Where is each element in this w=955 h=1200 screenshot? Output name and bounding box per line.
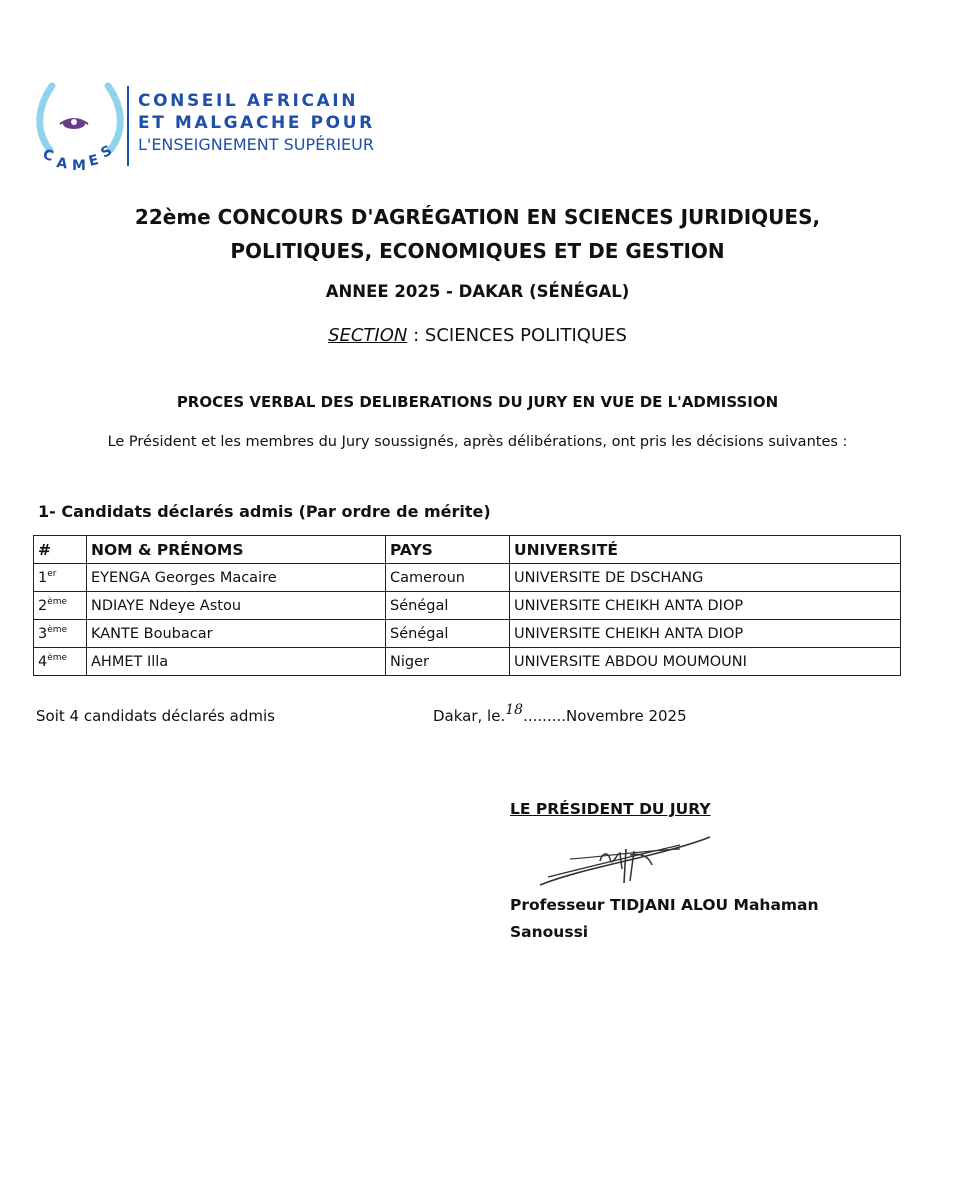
admitted-subtitle: 1- Candidats déclarés admis (Par ordre de mérite) xyxy=(38,502,491,521)
section-separator: : xyxy=(407,325,425,346)
title-line-1: 22ème CONCOURS D'AGRÉGATION EN SCIENCES JURIDIQUES, xyxy=(134,205,821,229)
country-cell: Sénégal xyxy=(386,592,510,620)
cames-logo xyxy=(30,78,130,180)
header-name: NOM & PRÉNOMS xyxy=(87,536,386,564)
name-cell: AHMET Illa xyxy=(87,648,386,676)
date-suffix: Novembre 2025 xyxy=(566,707,687,725)
rank-cell xyxy=(34,592,87,620)
university-cell: UNIVERSITE CHEIKH ANTA DIOP xyxy=(510,592,901,620)
pv-title: PROCES VERBAL DES DELIBERATIONS DU JURY EN VUE DE L'ADMISSION xyxy=(176,393,779,411)
header-university: UNIVERSITÉ xyxy=(510,536,901,564)
header-rank: # xyxy=(34,536,87,564)
svg-text:E: E xyxy=(87,152,101,170)
table-header-row xyxy=(34,536,901,564)
header-country: PAYS xyxy=(386,536,510,564)
rank-suffix: ème xyxy=(47,625,68,636)
name-cell: KANTE Boubacar xyxy=(87,620,386,648)
section-value: SCIENCES POLITIQUES xyxy=(424,325,627,346)
university-cell: UNIVERSITE ABDOU MOUMOUNI xyxy=(510,648,901,676)
org-line-3: L'ENSEIGNEMENT SUPÉRIEUR xyxy=(138,135,374,154)
country-cell: Niger xyxy=(386,648,510,676)
rank-cell xyxy=(34,620,87,648)
signature xyxy=(530,825,730,895)
rank-number: 1 xyxy=(38,569,48,586)
university-cell: UNIVERSITE DE DSCHANG xyxy=(510,564,901,592)
organization-name xyxy=(138,90,375,156)
university-cell: UNIVERSITE CHEIKH ANTA DIOP xyxy=(510,620,901,648)
president-name xyxy=(510,892,819,946)
date-prefix: Dakar, le xyxy=(433,707,501,725)
president-name-line-2: Sanoussi xyxy=(510,923,589,941)
org-line-2: ET MALGACHE POUR xyxy=(138,113,375,133)
logo-divider xyxy=(127,86,129,166)
title-line-2: POLITIQUES, ECONOMIQUES ET DE GESTION xyxy=(230,239,725,263)
document-title xyxy=(0,200,955,268)
svg-text:A: A xyxy=(55,155,69,173)
rank-number: 3 xyxy=(38,625,48,642)
rank-number: 2 xyxy=(38,597,48,614)
date-line xyxy=(433,702,687,725)
date-dots: . xyxy=(500,707,506,725)
rank-suffix: ème xyxy=(47,653,68,664)
name-cell: NDIAYE Ndeye Astou xyxy=(87,592,386,620)
rank-cell xyxy=(34,564,87,592)
table-row xyxy=(34,592,901,620)
handwritten-day: 18 xyxy=(505,702,524,718)
president-name-line-1: Professeur TIDJANI ALOU Mahaman xyxy=(510,896,819,914)
total-admitted: Soit 4 candidats déclarés admis xyxy=(36,707,275,725)
country-cell: Sénégal xyxy=(386,620,510,648)
svg-text:M: M xyxy=(72,158,86,174)
intro-text: Le Président et les membres du Jury soussignés, après délibérations, ont pris les décisions suivantes : xyxy=(107,434,848,450)
country-cell: Cameroun xyxy=(386,564,510,592)
svg-text:C: C xyxy=(40,146,56,165)
signature-icon xyxy=(530,825,730,895)
svg-text:S: S xyxy=(98,142,115,162)
president-title: LE PRÉSIDENT DU JURY xyxy=(510,800,711,818)
candidates-table xyxy=(33,535,901,676)
section-line xyxy=(0,325,955,346)
rank-number: 4 xyxy=(38,653,48,670)
name-cell: EYENGA Georges Macaire xyxy=(87,564,386,592)
table-row xyxy=(34,648,901,676)
org-line-1: CONSEIL AFRICAIN xyxy=(138,91,359,111)
cames-logo-lettering xyxy=(30,78,130,180)
table-row xyxy=(34,620,901,648)
section-label: SECTION xyxy=(328,325,408,346)
rank-suffix: ème xyxy=(47,597,68,608)
year-location: ANNEE 2025 - DAKAR (SÉNÉGAL) xyxy=(325,282,630,301)
rank-cell xyxy=(34,648,87,676)
rank-suffix: er xyxy=(47,569,57,580)
table-row xyxy=(34,564,901,592)
date-dots: ......... xyxy=(523,707,566,725)
